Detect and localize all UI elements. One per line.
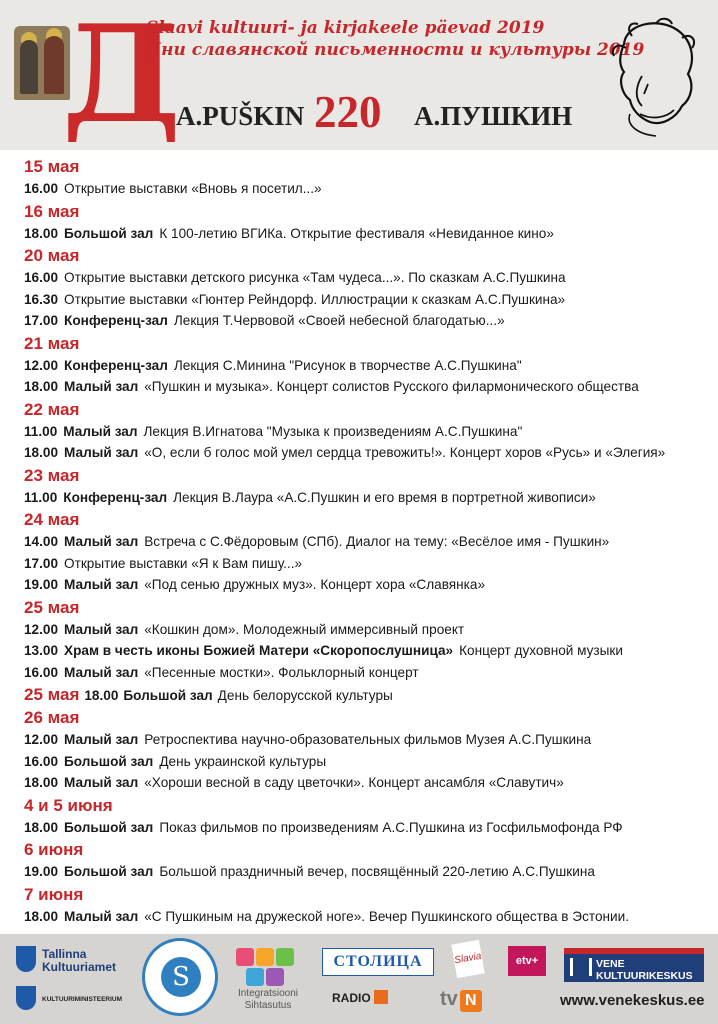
event-time: 18.00 (24, 819, 59, 835)
event-row (24, 574, 714, 596)
title-russian: Дни славянской письменности и культуры 2019 (146, 40, 645, 60)
event-hall: Малый зал (63, 423, 138, 439)
event-hall: Малый зал (64, 577, 139, 592)
date-heading (24, 200, 714, 223)
date-heading (24, 883, 714, 906)
tallinn-shield-icon (16, 946, 36, 972)
date-label: 25 мая (24, 597, 80, 617)
date-label: 22 мая (24, 399, 80, 419)
event-text: Лекция Т.Червовой «Своей небесной благодатью...» (173, 313, 505, 328)
event-text: Показ фильмов по произведениям А.С.Пушкина из Госфильмофонда РФ (159, 819, 623, 835)
radio4-square-icon (374, 990, 388, 1004)
date-heading (24, 398, 714, 421)
event-row (24, 553, 714, 575)
event-text: «Кошкин дом». Молодежный иммерсивный проект (144, 621, 465, 637)
event-row (24, 751, 714, 773)
event-hall: Малый зал (64, 664, 139, 680)
event-text: День украинской культуры (159, 753, 327, 769)
pushkin-portrait-icon (596, 14, 704, 138)
tallinn-name: Tallinna Kultuuriamet (42, 947, 117, 974)
tallinn-culture-logo[interactable] (16, 946, 126, 1016)
date-label: 21 мая (24, 333, 80, 353)
event-row (24, 223, 714, 245)
event-text: Встреча с С.Фёдоровым (СПб). Диалог на тему: «Весёлое имя - Пушкин» (144, 534, 610, 549)
pushkin-cyrillic: А.ПУШКИН (414, 101, 573, 131)
vk-name: VENE KULTUURIKESKUS (596, 958, 693, 982)
puzzle-icon (276, 948, 294, 966)
date-label: 4 и 5 июня (24, 795, 113, 815)
event-text: Открытие выставки «Я к Вам пишу...» (64, 555, 303, 571)
event-time: 18.00 (24, 445, 59, 460)
event-hall: Большой зал (64, 864, 154, 879)
event-text: Лекция В.Игнатова "Музыка к произведениям А.С.Пушкина" (143, 423, 523, 439)
event-time: 12.00 (24, 621, 59, 637)
pushkin-latin: A.PUŠKIN (176, 101, 305, 131)
event-hall: Малый зал (64, 621, 139, 637)
event-row (24, 355, 714, 377)
slavia-logo[interactable]: Slavia (451, 940, 484, 978)
event-time: 18.00 (24, 775, 59, 790)
event-hall: Большой зал (64, 819, 154, 835)
event-hall: Конференц-зал (64, 357, 168, 373)
event-time: 17.00 (24, 313, 59, 328)
event-text: «Песенные мостки». Фольклорный концерт (144, 664, 419, 680)
event-text: Лекция С.Минина "Рисунок в творчестве А.С.Пушкина" (173, 357, 522, 373)
date-heading (24, 244, 714, 267)
event-row (24, 662, 714, 684)
event-row (24, 861, 714, 883)
event-text: «Пушкин и музыка». Концерт солистов Русского филармонического общества (144, 379, 639, 394)
event-text: «О, если б голос мой умел сердца тревожить!». Концерт хоров «Русь» и «Элегия» (144, 445, 666, 460)
puzzle-icon (266, 968, 284, 986)
event-text: Концерт духовной музыки (459, 643, 623, 658)
slavic-circle-logo[interactable] (142, 938, 218, 1016)
event-time: 16.00 (24, 753, 59, 769)
event-row (24, 487, 714, 509)
event-time: 16.30 (24, 291, 59, 307)
event-hall: Большой зал (64, 753, 154, 769)
radio4-logo[interactable] (332, 990, 388, 1005)
event-time: 18.00 (84, 688, 119, 703)
russian-culture-centre-logo[interactable] (564, 948, 704, 982)
puzzle-icon (236, 948, 254, 966)
event-row (24, 531, 714, 553)
date-heading (24, 794, 714, 817)
tvn-tv: tv (440, 988, 458, 1010)
event-time: 14.00 (24, 534, 59, 549)
date-label: 20 мая (24, 246, 80, 265)
tvn-n: N (460, 990, 482, 1012)
event-hall: Малый зал (64, 775, 139, 790)
event-hall: Малый зал (64, 445, 139, 460)
event-row (24, 376, 714, 398)
puzzle-icon (246, 968, 264, 986)
event-time: 16.00 (24, 664, 59, 680)
etv-plus-logo[interactable]: etv+ (508, 946, 546, 976)
date-label: 23 мая (24, 465, 80, 485)
event-text: «Под сенью дружных муз». Концерт хора «Славянка» (144, 577, 486, 592)
event-time: 11.00 (24, 423, 58, 439)
event-row (24, 817, 714, 839)
date-heading (24, 706, 714, 729)
date-label: 25 мая (24, 685, 80, 704)
estonia-coat-icon (16, 986, 36, 1010)
event-time: 16.00 (24, 181, 59, 196)
event-text: Ретроспектива научно-образовательных фильмов Музея А.С.Пушкина (144, 732, 592, 747)
date-label: 24 мая (24, 510, 80, 529)
date-heading (24, 332, 714, 355)
event-time: 19.00 (24, 864, 59, 879)
date-label: 16 мая (24, 201, 80, 221)
date-label: 6 июня (24, 840, 84, 859)
event-row (24, 289, 714, 311)
event-row (24, 442, 714, 464)
date-label: 15 мая (24, 157, 80, 176)
decorative-letter: Д (62, 0, 182, 150)
event-time: 13.00 (24, 643, 59, 658)
inline-event (79, 688, 392, 703)
radio4-label: RADIO (332, 991, 371, 1005)
title-estonian: Slaavi kultuuri- ja kirjakeele päevad 2019 (146, 18, 545, 38)
sponsors-footer (0, 934, 718, 1024)
event-text: «С Пушкиным на дружеской ноге». Вечер Пушкинского общества в Эстонии. (144, 908, 629, 924)
event-row (24, 640, 714, 662)
date-heading (24, 596, 714, 619)
anniversary-number: 220 (314, 87, 382, 137)
logo-stripe (564, 948, 704, 954)
website-link[interactable]: www.venekeskus.ee (560, 992, 705, 1009)
event-schedule (24, 155, 714, 927)
event-row (24, 906, 714, 928)
event-time: 12.00 (24, 357, 59, 373)
event-hall: Конференц-зал (64, 313, 168, 328)
ministry-name: KULTUURIMINISTEERIUM (42, 996, 123, 1003)
event-row (24, 619, 714, 641)
integration-foundation-logo[interactable] (228, 948, 308, 1018)
date-heading (24, 155, 714, 178)
event-row (24, 772, 714, 794)
event-text: Лекция В.Лаура «А.С.Пушкин и его время в портретной живописи» (173, 489, 596, 505)
event-hall: Малый зал (64, 379, 139, 394)
building-icon (570, 958, 592, 976)
event-hall: Малый зал (64, 732, 139, 747)
event-hall: Большой зал (64, 225, 154, 241)
stolitsa-logo[interactable]: СТОЛИЦА (322, 948, 434, 976)
event-time: 11.00 (24, 489, 58, 505)
date-label: 7 июня (24, 884, 84, 904)
event-hall: Храм в честь иконы Божией Матери «Скоропослушница» (64, 643, 454, 658)
event-hall: Малый зал (64, 534, 139, 549)
date-heading (24, 683, 714, 706)
event-row (24, 421, 714, 443)
event-row (24, 310, 714, 332)
tvn-logo[interactable] (440, 988, 482, 1012)
event-time: 18.00 (24, 379, 59, 394)
slavic-letter: S (161, 957, 201, 997)
event-hall: Большой зал (123, 688, 213, 703)
event-time: 18.00 (24, 908, 59, 924)
event-time: 12.00 (24, 732, 59, 747)
event-text: Открытие выставки детского рисунка «Там чудеса...». По сказкам А.С.Пушкина (64, 270, 566, 285)
event-text: Большой праздничный вечер, посвящённый 220-летию А.С.Пушкина (159, 864, 595, 879)
event-time: 18.00 (24, 225, 59, 241)
event-text: К 100-летию ВГИКа. Открытие фестиваля «Невиданное кино» (159, 225, 554, 241)
event-row (24, 729, 714, 751)
date-heading (24, 508, 714, 531)
event-text: «Хороши весной в саду цветочки». Концерт ансамбля «Славутич» (144, 775, 564, 790)
event-text: Открытие выставки «Гюнтер Рейндорф. Иллюстрации к сказкам А.С.Пушкина» (64, 291, 566, 307)
event-time: 19.00 (24, 577, 59, 592)
header-banner (0, 0, 718, 150)
event-text: День белорусской культуры (217, 688, 393, 703)
date-heading (24, 464, 714, 487)
event-text: Открытие выставки «Вновь я посетил...» (64, 181, 322, 196)
event-time: 16.00 (24, 270, 59, 285)
event-hall: Конференц-зал (63, 489, 168, 505)
event-row (24, 267, 714, 289)
event-row (24, 178, 714, 200)
date-label: 26 мая (24, 708, 80, 727)
event-hall: Малый зал (64, 908, 139, 924)
date-heading (24, 838, 714, 861)
event-time: 17.00 (24, 555, 59, 571)
puzzle-icon (256, 948, 274, 966)
integration-label: Integratsiooni Sihtasutus (237, 988, 299, 1011)
